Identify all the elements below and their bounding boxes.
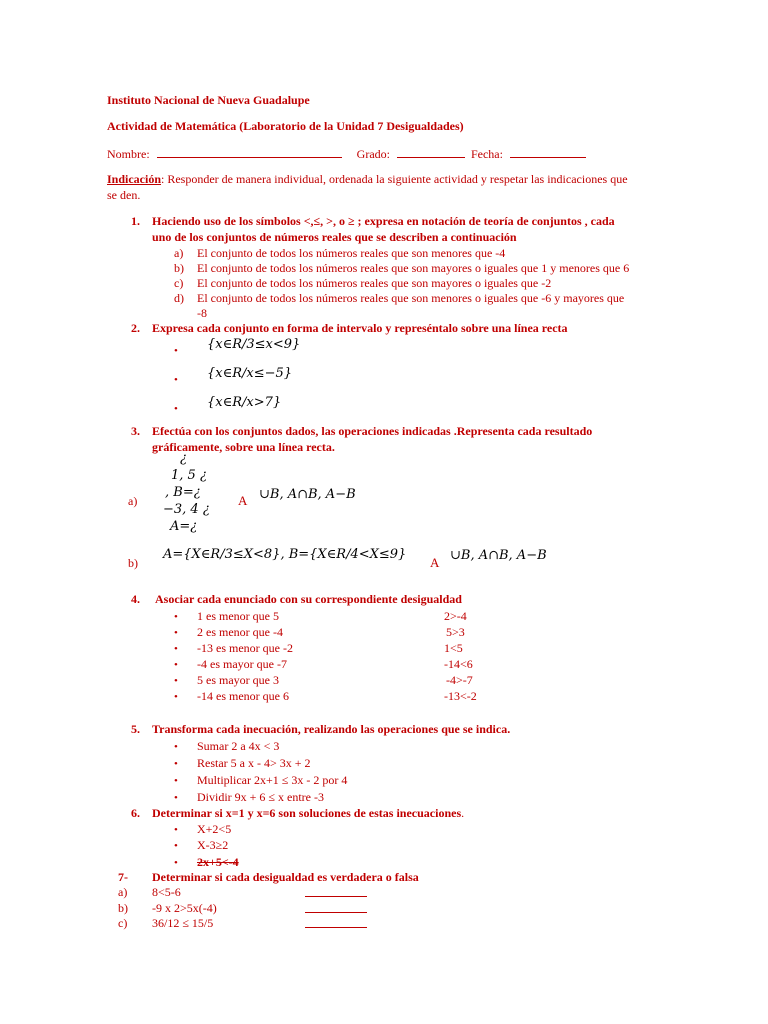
q3b-set-a: A — [430, 555, 440, 570]
q5-number: 5. — [131, 722, 140, 736]
q7-answer-line-wrap — [305, 916, 367, 931]
q3-line1: Efectúa con los conjuntos dados, las operaciones indicadas .Representa cada resultado — [152, 424, 593, 438]
bullet-icon: • — [174, 691, 178, 703]
q4-statement: 2 es menor que -4 — [197, 625, 283, 639]
q6-number: 6. — [131, 806, 140, 820]
bullet-icon: • — [174, 792, 178, 804]
indication-label: Indicación — [107, 172, 162, 186]
q6-item: X+2<5 — [197, 822, 232, 836]
q2-title: Expresa cada conjunto en forma de intervalo y represéntalo sobre una línea recta — [152, 321, 568, 335]
q2-set: {x∈R/x>7} — [207, 395, 282, 410]
grado-field[interactable] — [397, 146, 465, 158]
q4-statement: -13 es menor que -2 — [197, 641, 293, 655]
q3a-math-line: A=¿ — [170, 519, 198, 534]
q7-answer-line[interactable] — [305, 901, 367, 913]
q4-title: Asociar cada enunciado con su correspondiente desigualdad — [155, 592, 462, 606]
q4-statement: 5 es mayor que 3 — [197, 673, 279, 687]
q1-number: 1. — [131, 214, 140, 228]
q3a-label: a) — [128, 494, 138, 508]
q1-line2: uno de los conjuntos de números reales que se describen a continuación — [152, 230, 517, 244]
q5-item: Multiplicar 2x+1 ≤ 3x - 2 por 4 — [197, 773, 348, 787]
q4-inequality: 1<5 — [444, 641, 463, 655]
q3a-math-line: , B=¿ — [165, 485, 201, 500]
q6-item: X-3≥2 — [197, 838, 229, 852]
q5-item: Dividir 9x + 6 ≤ x entre -3 — [197, 790, 324, 804]
bullet-icon: • — [174, 758, 178, 770]
q4-inequality: -13<-2 — [444, 689, 477, 703]
bullet-icon: • — [174, 611, 178, 623]
q1-line1: Haciendo uso de los símbolos <,≤, >, o ≥ ; expresa en notación de teoría de conjuntos , cada — [152, 214, 615, 228]
q5-item: Sumar 2 a 4x < 3 — [197, 739, 280, 753]
indication-text-cont: se den. — [107, 188, 141, 202]
bullet-icon: • — [174, 627, 178, 639]
q4-number: 4. — [131, 592, 140, 606]
q7-answer-line[interactable] — [305, 916, 367, 928]
q7-answer-line-wrap — [305, 885, 367, 900]
q4-statement: 1 es menor que 5 — [197, 609, 279, 623]
bullet-icon: • — [174, 824, 178, 836]
q7-item-label: b) — [118, 901, 128, 915]
q1-item-text: El conjunto de todos los números reales que son mayores o iguales que -2 — [197, 276, 552, 290]
bullet-icon: • — [174, 840, 178, 852]
q3a-math-line: 1, 5 ¿ — [171, 468, 207, 483]
bullet-icon: • — [174, 403, 178, 415]
q7-title: Determinar si cada desigualdad es verdadera o falsa — [152, 870, 419, 884]
q7-number: 7- — [118, 870, 128, 884]
q7-item-text: -9 x 2>5x(-4) — [152, 901, 217, 915]
q7-item-label: c) — [118, 916, 128, 930]
bullet-icon: • — [174, 741, 178, 753]
q1-item-label: c) — [174, 276, 184, 290]
q6-title-line — [152, 806, 464, 820]
q3b-sets: A={X∈R/3≤X<8}, B={X∈R/4<X≤9} — [163, 547, 407, 562]
bullet-icon: • — [174, 775, 178, 787]
q2-set: {x∈R/x≤−5} — [207, 366, 293, 381]
q7-answer-line[interactable] — [305, 885, 367, 897]
indication-text: : Responder de manera individual, ordenada la siguiente actividad y respetar las indicaciones que — [161, 172, 628, 186]
activity-title: Actividad de Matemática (Laboratorio de la Unidad 7 Desigualdades) — [107, 119, 464, 133]
q1-item-label: a) — [174, 246, 184, 260]
indication — [107, 172, 628, 186]
q7-answer-line-wrap — [305, 901, 367, 916]
q1-item-text: El conjunto de todos los números reales que son menores o iguales que -6 y mayores que — [197, 291, 625, 305]
q4-inequality: -14<6 — [444, 657, 473, 671]
q7-item-text: 8<5-6 — [152, 885, 181, 899]
q4-inequality: 2>-4 — [444, 609, 467, 623]
q6-title-end: . — [461, 806, 465, 820]
q5-title: Transforma cada inecuación, realizando las operaciones que se indica. — [152, 722, 511, 736]
q3a-math-line: −3, 4 ¿ — [163, 502, 210, 517]
bullet-icon: • — [174, 374, 178, 386]
q4-inequality: 5>3 — [446, 625, 465, 639]
q3-number: 3. — [131, 424, 140, 438]
bullet-icon: • — [174, 675, 178, 687]
q4-statement: -4 es mayor que -7 — [197, 657, 287, 671]
q1-item-label: b) — [174, 261, 184, 275]
q3-line2: gráficamente, sobre una línea recta. — [152, 440, 335, 454]
q1-item-text: El conjunto de todos los números reales que son menores que -4 — [197, 246, 506, 260]
fields-line — [107, 146, 586, 161]
nombre-field[interactable] — [157, 146, 342, 158]
q1-item-text: El conjunto de todos los números reales que son mayores o iguales que 1 y menores que 6 — [197, 261, 630, 275]
fecha-field[interactable] — [510, 146, 586, 158]
q6-title: Determinar si x=1 y x=6 son soluciones de estas inecuaciones — [152, 806, 462, 820]
q2-number: 2. — [131, 321, 140, 335]
bullet-icon: • — [174, 659, 178, 671]
q4-statement: -14 es menor que 6 — [197, 689, 289, 703]
q5-item: Restar 5 a x - 4> 3x + 2 — [197, 756, 311, 770]
grado-label: Grado: — [356, 147, 390, 161]
q7-item-label: a) — [118, 885, 128, 899]
q6-item: 2x+5<-4 — [197, 855, 239, 869]
nombre-label: Nombre: — [107, 147, 150, 161]
institution-title: Instituto Nacional de Nueva Guadalupe — [107, 93, 310, 107]
bullet-icon: • — [174, 345, 178, 357]
q1-item-label: d) — [174, 291, 184, 305]
q2-set: {x∈R/3≤x<9} — [207, 337, 301, 352]
q3b-label: b) — [128, 556, 138, 570]
q3a-operations: ∪B, A∩B, A−B — [259, 487, 356, 502]
fecha-label: Fecha: — [470, 147, 503, 161]
q3a-set-a: A — [238, 493, 248, 508]
q4-inequality: -4>-7 — [446, 673, 473, 687]
q3a-math-line: ¿ — [180, 451, 187, 466]
bullet-icon: • — [174, 643, 178, 655]
q7-item-text: 36/12 ≤ 15/5 — [152, 916, 214, 930]
bullet-icon: • — [174, 857, 178, 869]
q1-item-text-cont: -8 — [197, 306, 207, 320]
q3b-operations: ∪B, A∩B, A−B — [450, 548, 547, 563]
